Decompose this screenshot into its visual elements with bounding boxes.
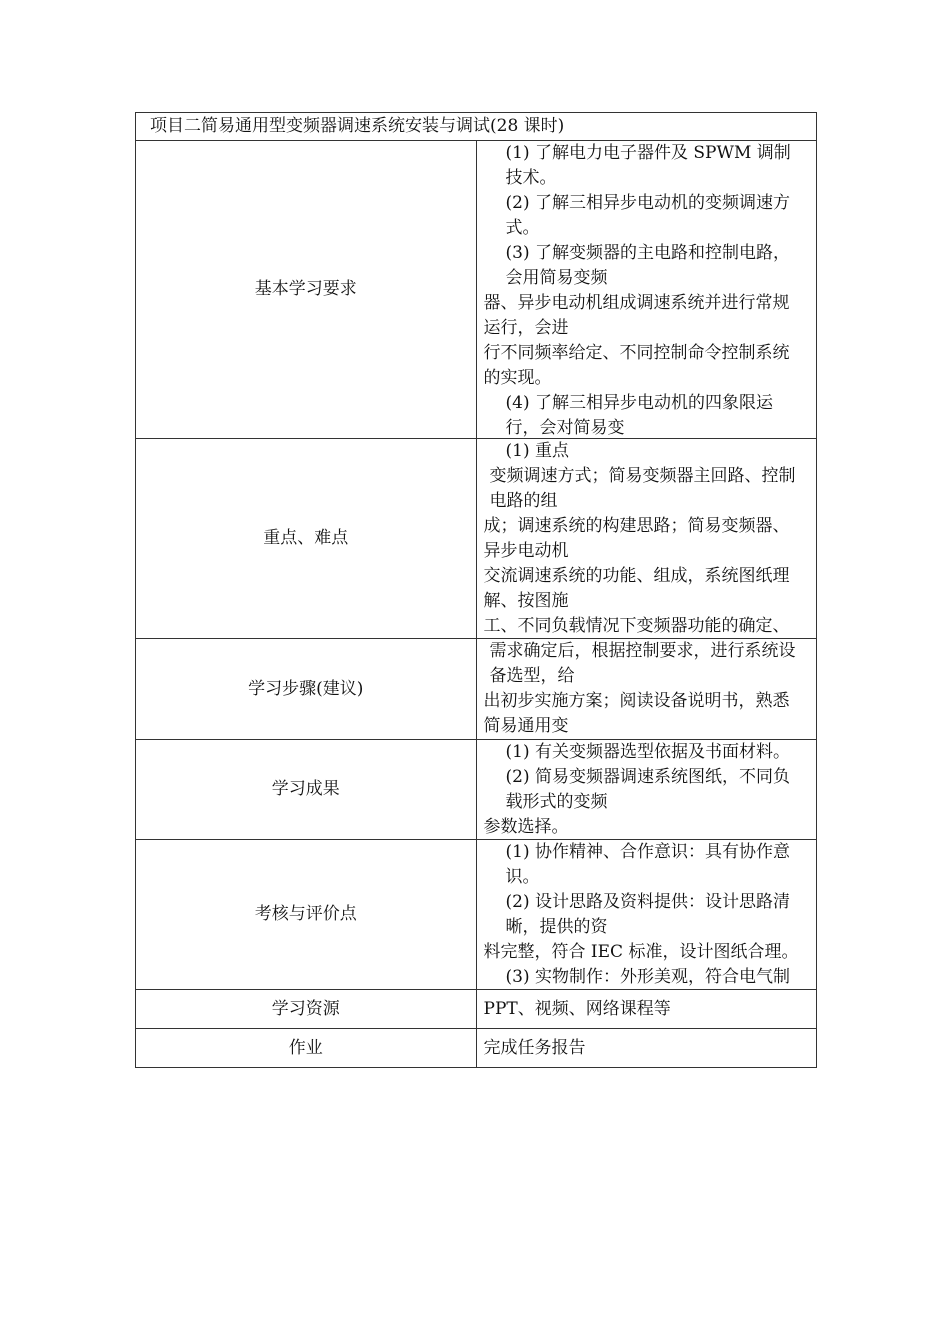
table-title-row	[136, 113, 817, 141]
list-item: 交流调速系统的功能、组成，系统图纸理解、按图施	[483, 566, 790, 611]
list-item: (1) 重点	[505, 441, 569, 461]
row-content-homework: 完成任务报告	[476, 1029, 817, 1068]
list-item: 出初步实施方案；阅读设备说明书，熟悉简易通用变	[483, 691, 790, 736]
list-item: (2) 简易变频器调速系统图纸，不同负载形式的变频	[505, 767, 790, 812]
basic-requirements-text	[484, 141, 807, 438]
row-label-assessment: 考核与评价点	[136, 840, 477, 990]
table-row	[136, 840, 817, 990]
list-item: (3) 了解变频器的主电路和控制电路，会用简易变频	[505, 243, 790, 288]
list-item: 工、不同负载情况下变频器功能的确定、	[483, 616, 790, 636]
list-item: (1) 有关变频器选型依据及书面材料。	[505, 742, 790, 762]
table-row	[136, 740, 817, 840]
list-item: (3) 实物制作：外形美观，符合电气制	[505, 967, 790, 987]
row-content-learning-steps	[476, 639, 817, 740]
table-row	[136, 990, 817, 1029]
row-content-basic-requirements	[476, 141, 817, 439]
row-label-key-points: 重点、难点	[136, 439, 477, 639]
course-table	[135, 112, 817, 1068]
key-points-text	[484, 439, 807, 638]
table-title: 项目二简易通用型变频器调速系统安装与调试(28 课时)	[136, 113, 817, 141]
row-label-learning-outcomes: 学习成果	[136, 740, 477, 840]
row-label-homework: 作业	[136, 1029, 477, 1068]
list-item: (1) 协作精神、合作意识：具有协作意识。	[505, 842, 790, 887]
assessment-text	[484, 840, 807, 989]
table-row	[136, 141, 817, 439]
list-item: (2) 设计思路及资料提供：设计思路清晰，提供的资	[505, 892, 790, 937]
row-content-assessment	[476, 840, 817, 990]
row-label-basic-requirements: 基本学习要求	[136, 141, 477, 439]
row-content-resources: PPT、视频、网络课程等	[476, 990, 817, 1029]
table-row	[136, 439, 817, 639]
list-item: (2) 了解三相异步电动机的变频调速方式。	[505, 193, 790, 238]
list-item: (1) 了解电力电子器件及 SPWM 调制技术。	[505, 143, 791, 188]
list-item: 参数选择。	[483, 817, 569, 837]
list-item: (4) 了解三相异步电动机的四象限运行，会对简易变	[505, 393, 773, 438]
row-label-learning-steps: 学习步骤(建议)	[136, 639, 477, 740]
row-content-learning-outcomes	[476, 740, 817, 840]
table-row	[136, 639, 817, 740]
table-row	[136, 1029, 817, 1068]
row-content-key-points	[476, 439, 817, 639]
learning-outcomes-text	[484, 740, 807, 839]
list-item: 变频调速方式；简易变频器主回路、控制电路的组	[489, 466, 796, 511]
list-item: 料完整，符合 IEC 标准，设计图纸合理。	[483, 942, 799, 962]
list-item: 需求确定后，根据控制要求，进行系统设备选型，给	[489, 641, 796, 686]
learning-steps-text	[484, 639, 807, 739]
row-label-resources: 学习资源	[136, 990, 477, 1029]
list-item: 器、异步电动机组成调速系统并进行常规运行，会进	[483, 293, 790, 338]
list-item: 行不同频率给定、不同控制命令控制系统的实现。	[483, 343, 790, 388]
list-item: 成；调速系统的构建思路；简易变频器、异步电动机	[483, 516, 790, 561]
